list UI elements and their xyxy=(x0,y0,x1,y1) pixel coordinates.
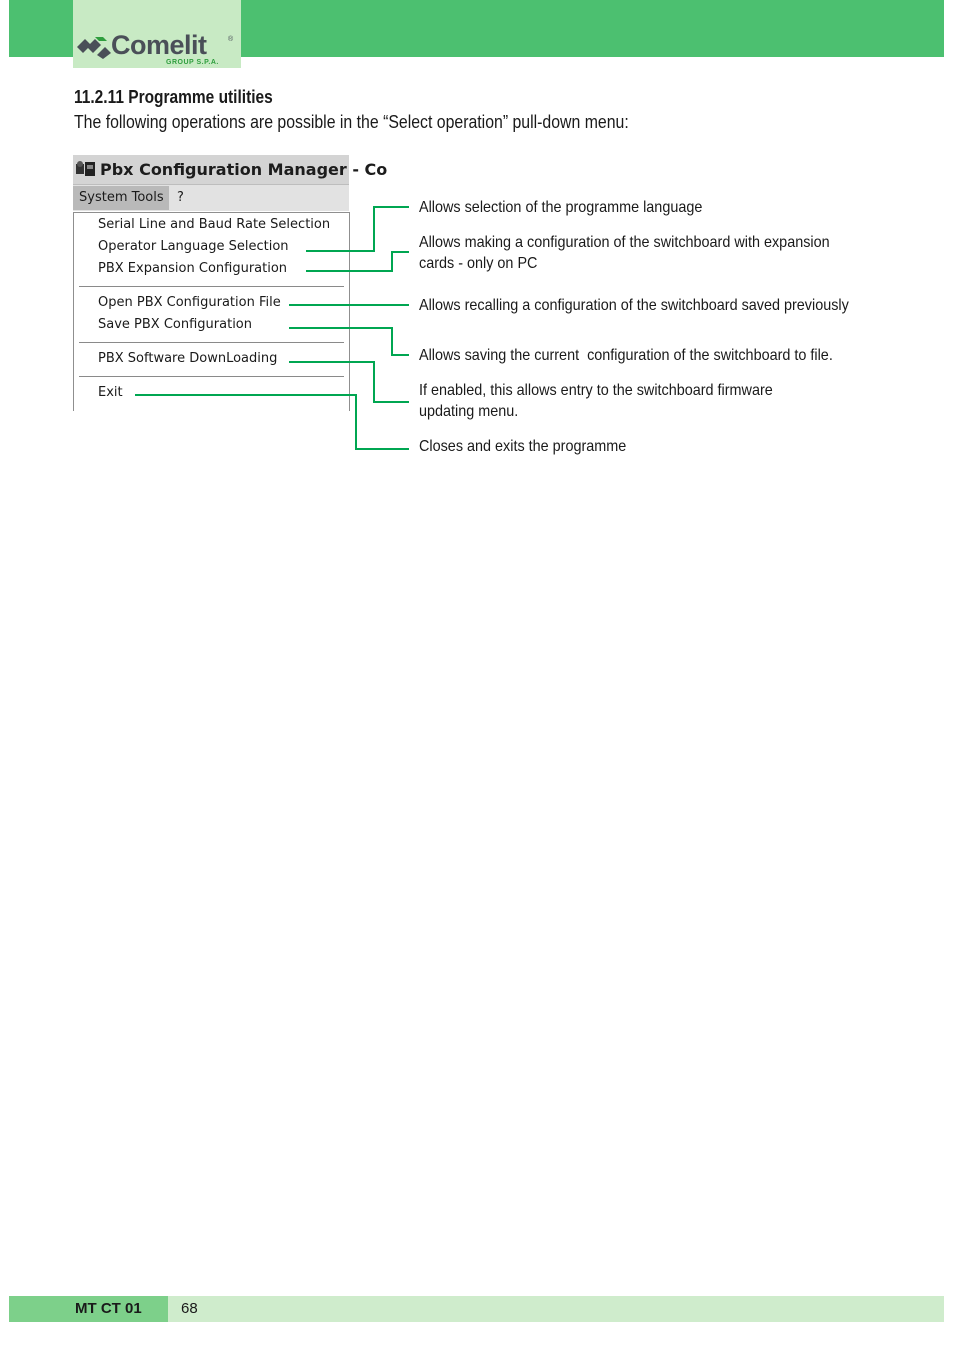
menu-screenshot xyxy=(73,155,388,410)
footer-code: MT CT 01 xyxy=(75,1300,142,1317)
desc-language xyxy=(419,197,702,218)
desc-line: Allows saving the current configuration of the switchboard to file. xyxy=(419,347,833,364)
menu-item-save-config[interactable]: Save PBX Configuration xyxy=(98,317,253,332)
intro-text: The following operations are possible in the “Select operation” pull-down menu: xyxy=(74,112,629,132)
dropdown-menu xyxy=(73,212,350,411)
menu-item-operator-language[interactable]: Operator Language Selection xyxy=(98,239,289,254)
menu-item-serial-line[interactable]: Serial Line and Baud Rate Selection xyxy=(98,217,331,232)
desc-line: Closes and exits the programme xyxy=(419,438,627,455)
logo-registered-mark: ® xyxy=(228,36,234,43)
desc-line: If enabled, this allows entry to the switchboard firmware xyxy=(419,382,773,399)
logo-text: Comelit xyxy=(111,30,207,60)
menubar xyxy=(73,185,349,211)
menu-item-software-download[interactable]: PBX Software DownLoading xyxy=(98,351,278,366)
menu-separator xyxy=(79,376,344,378)
desc-line: Allows making a configuration of the switchboard with expansion xyxy=(419,234,830,251)
footer xyxy=(9,1296,944,1322)
app-icon xyxy=(75,160,97,178)
desc-line: updating menu. xyxy=(419,403,519,420)
logo xyxy=(73,0,241,68)
window-titlebar xyxy=(73,155,388,185)
desc-save xyxy=(419,345,833,366)
menu-separator xyxy=(79,342,344,344)
menu-help[interactable]: ? xyxy=(177,190,184,205)
section-title: 11.2.11 Programme utilities xyxy=(74,87,273,107)
menu-system-tools[interactable]: System Tools xyxy=(73,186,169,210)
desc-expansion xyxy=(419,232,830,274)
menu-item-pbx-expansion[interactable]: PBX Expansion Configuration xyxy=(98,261,288,276)
logo-subtitle: GROUP S.P.A. xyxy=(166,59,219,66)
menu-item-exit[interactable]: Exit xyxy=(98,385,123,400)
menu-separator xyxy=(79,286,344,288)
desc-line: Allows recalling a configuration of the switchboard saved previously xyxy=(419,297,849,314)
window-title: Pbx Configuration Manager - Co xyxy=(100,160,388,179)
desc-download xyxy=(419,380,773,422)
menu-item-open-config[interactable]: Open PBX Configuration File xyxy=(98,295,281,310)
desc-line: cards - only on PC xyxy=(419,255,538,272)
page-number: 68 xyxy=(181,1300,198,1317)
footer-code-box xyxy=(9,1296,168,1322)
desc-open xyxy=(419,295,849,316)
desc-line: Allows selection of the programme language xyxy=(419,199,703,216)
desc-exit xyxy=(419,436,626,457)
comelit-logo-icon xyxy=(77,35,111,59)
